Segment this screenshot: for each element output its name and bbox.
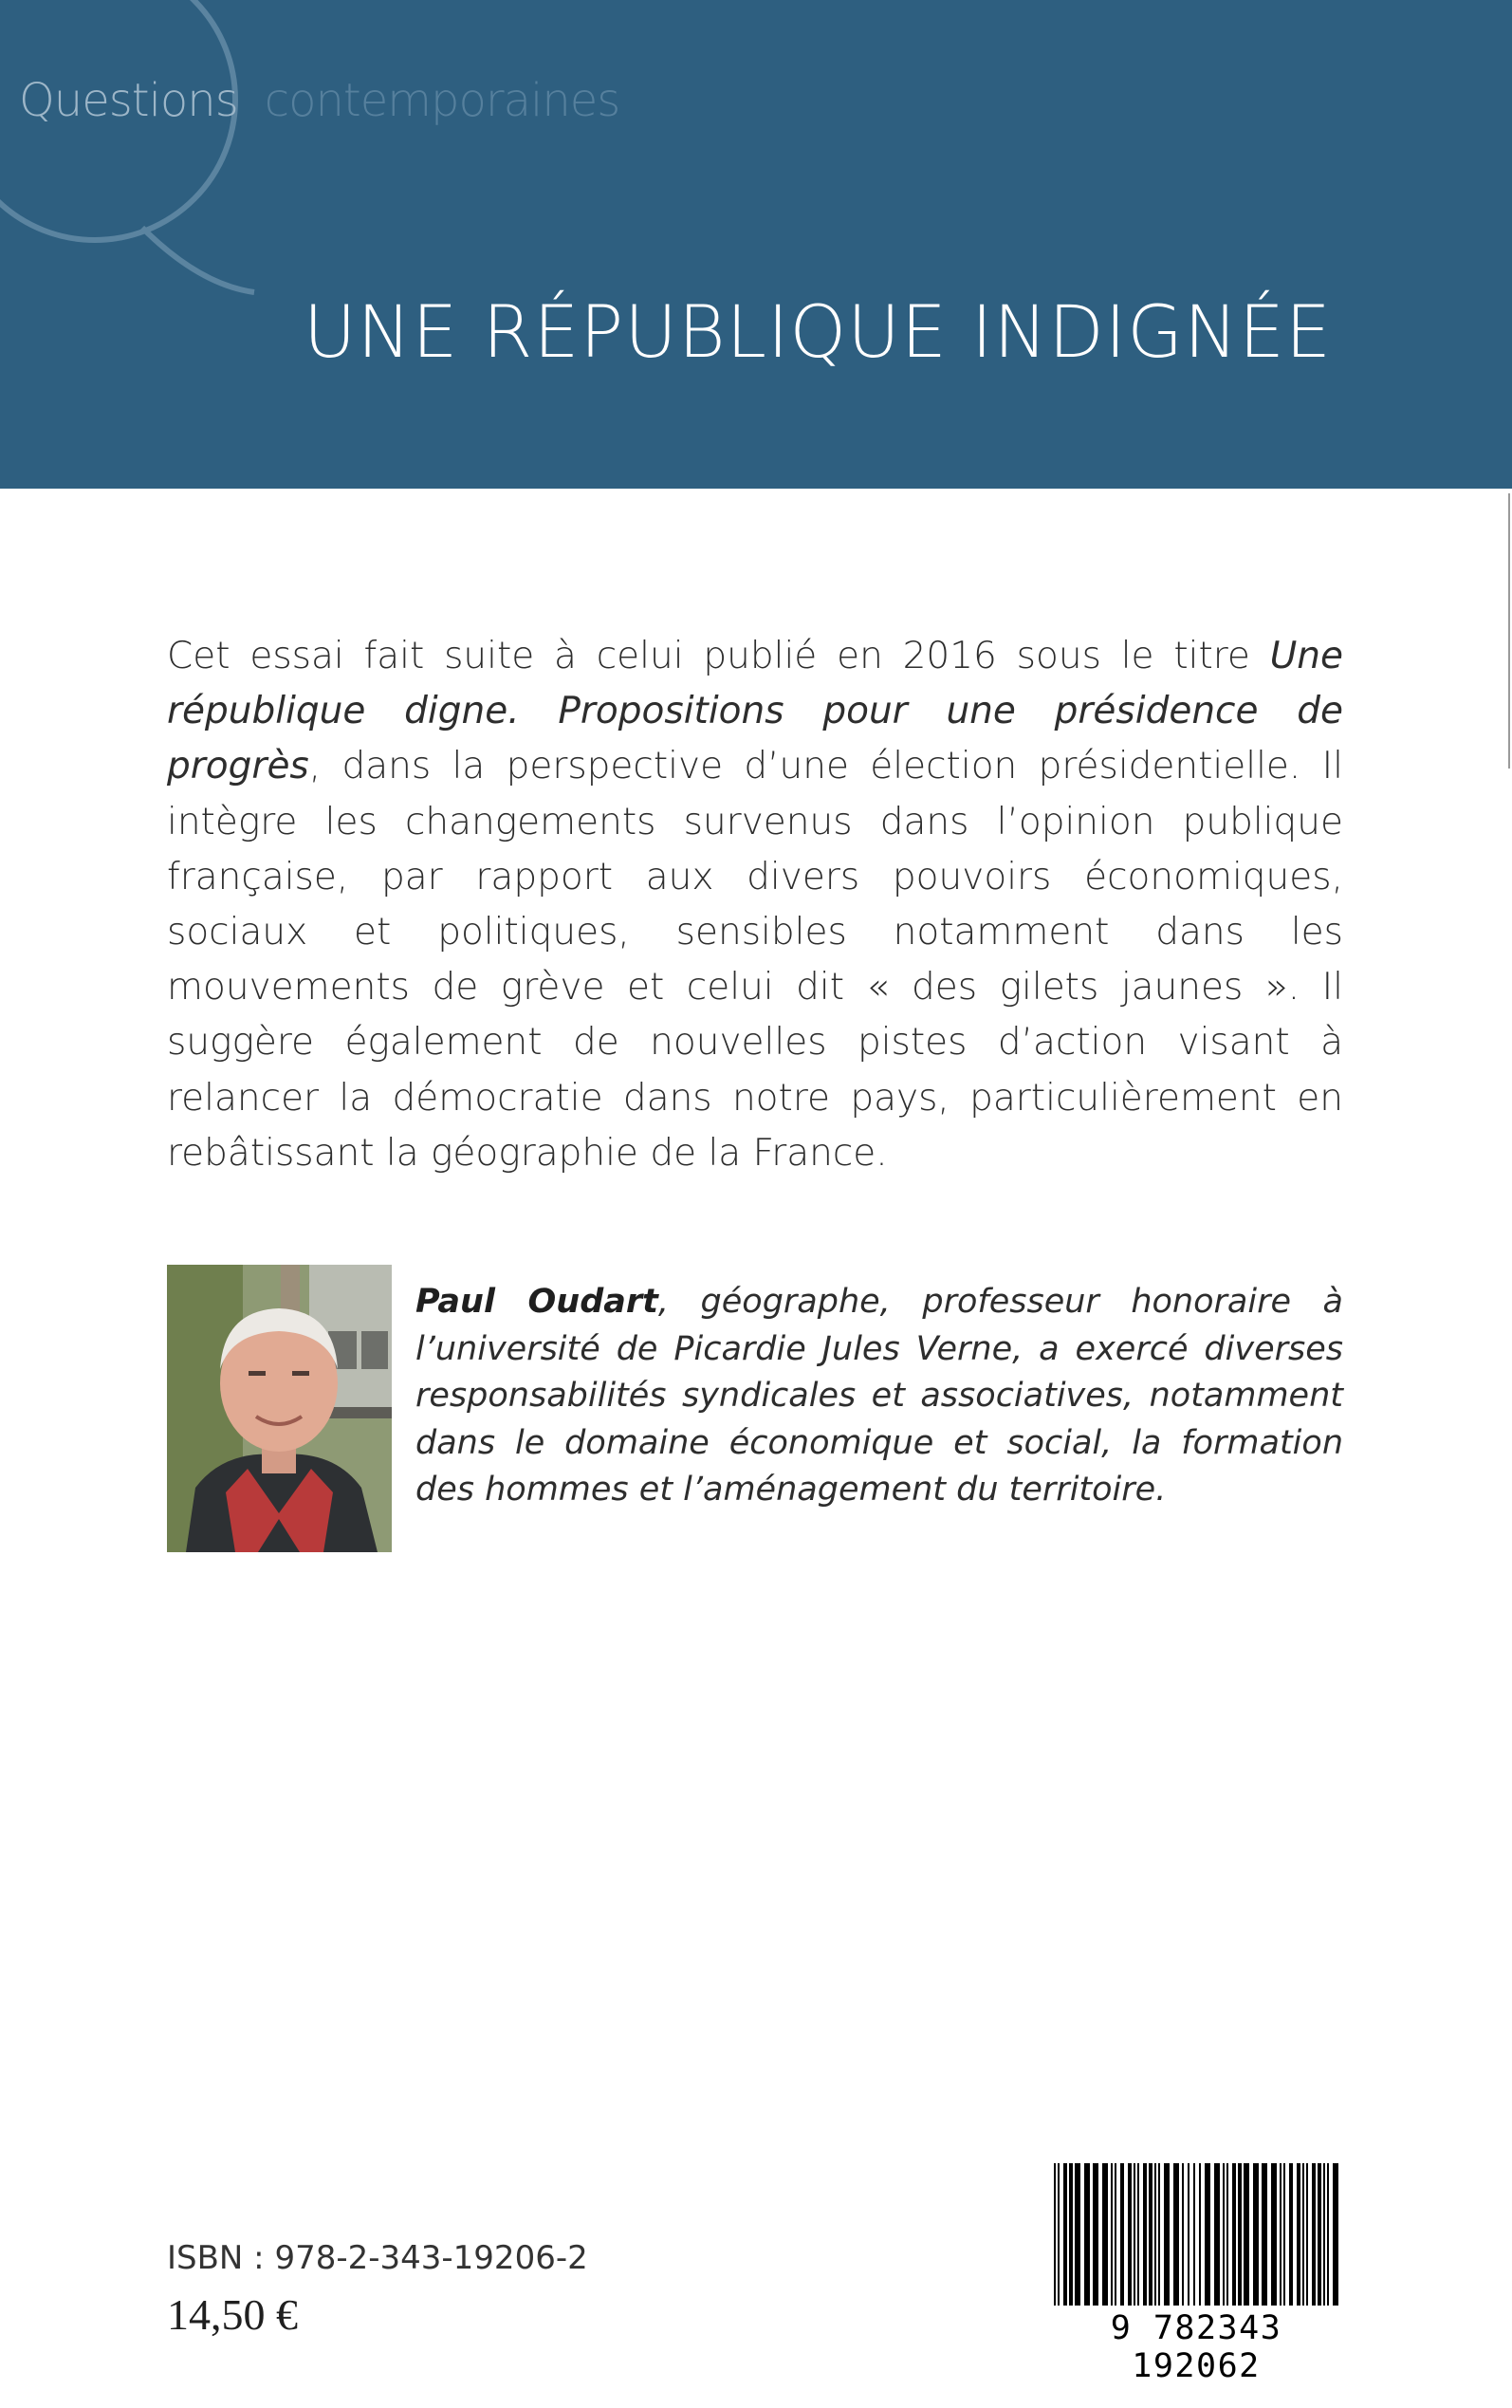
book-title: UNE RÉPUBLIQUE INDIGNÉE [303, 289, 1332, 374]
author-name: Paul Oudart [415, 1283, 658, 1321]
series-word-questions: Questions [19, 74, 238, 127]
author-portrait-icon [167, 1265, 392, 1552]
price: 14,50 € [167, 2290, 298, 2339]
barcode-bars-icon [1050, 2163, 1342, 2313]
isbn: ISBN : 978-2-343-19206-2 [167, 2239, 588, 2277]
page-edge-divider [1508, 493, 1510, 769]
series-name [19, 74, 619, 127]
blurb-body: , dans la perspective d’une élection présidentielle. Il intègre les changements survenus dans l’opinion publique française, par rapport aux divers pouvoirs économiques, sociaux et politiques, sensibles notamment dans les mouvements de grève et celui dit « des gilets jaunes ». Il suggère également de nouvelles pistes d’action visant à relancer la démocratie dans notre pays, particulièrement en rebâtissant la géographie de la France. [167, 745, 1343, 1175]
author-photo [167, 1265, 392, 1552]
back-cover-blurb [167, 629, 1343, 1181]
blurb-intro: Cet essai fait suite à celui publié en 2016 sous le titre [167, 635, 1270, 677]
q-logo-icon [0, 0, 285, 313]
header-band [0, 0, 1512, 489]
blurb-cited-title: Une république digne. Propositions pour une présidence de progrès [167, 635, 1343, 788]
author-bio-text: , géographe, professeur honoraire à l’université de Picardie Jules Verne, a exercé diverses responsabilités syndicales et associatives, notamment dans le domaine économique et social, la formation des hommes et l’aménagement du territoire. [415, 1283, 1343, 1509]
barcode [1044, 2156, 1348, 2385]
barcode-digits: 9 782343 192062 [1110, 2309, 1282, 2385]
series-word-contemporaines: contemporaines [264, 74, 620, 127]
author-bio [415, 1279, 1343, 1514]
